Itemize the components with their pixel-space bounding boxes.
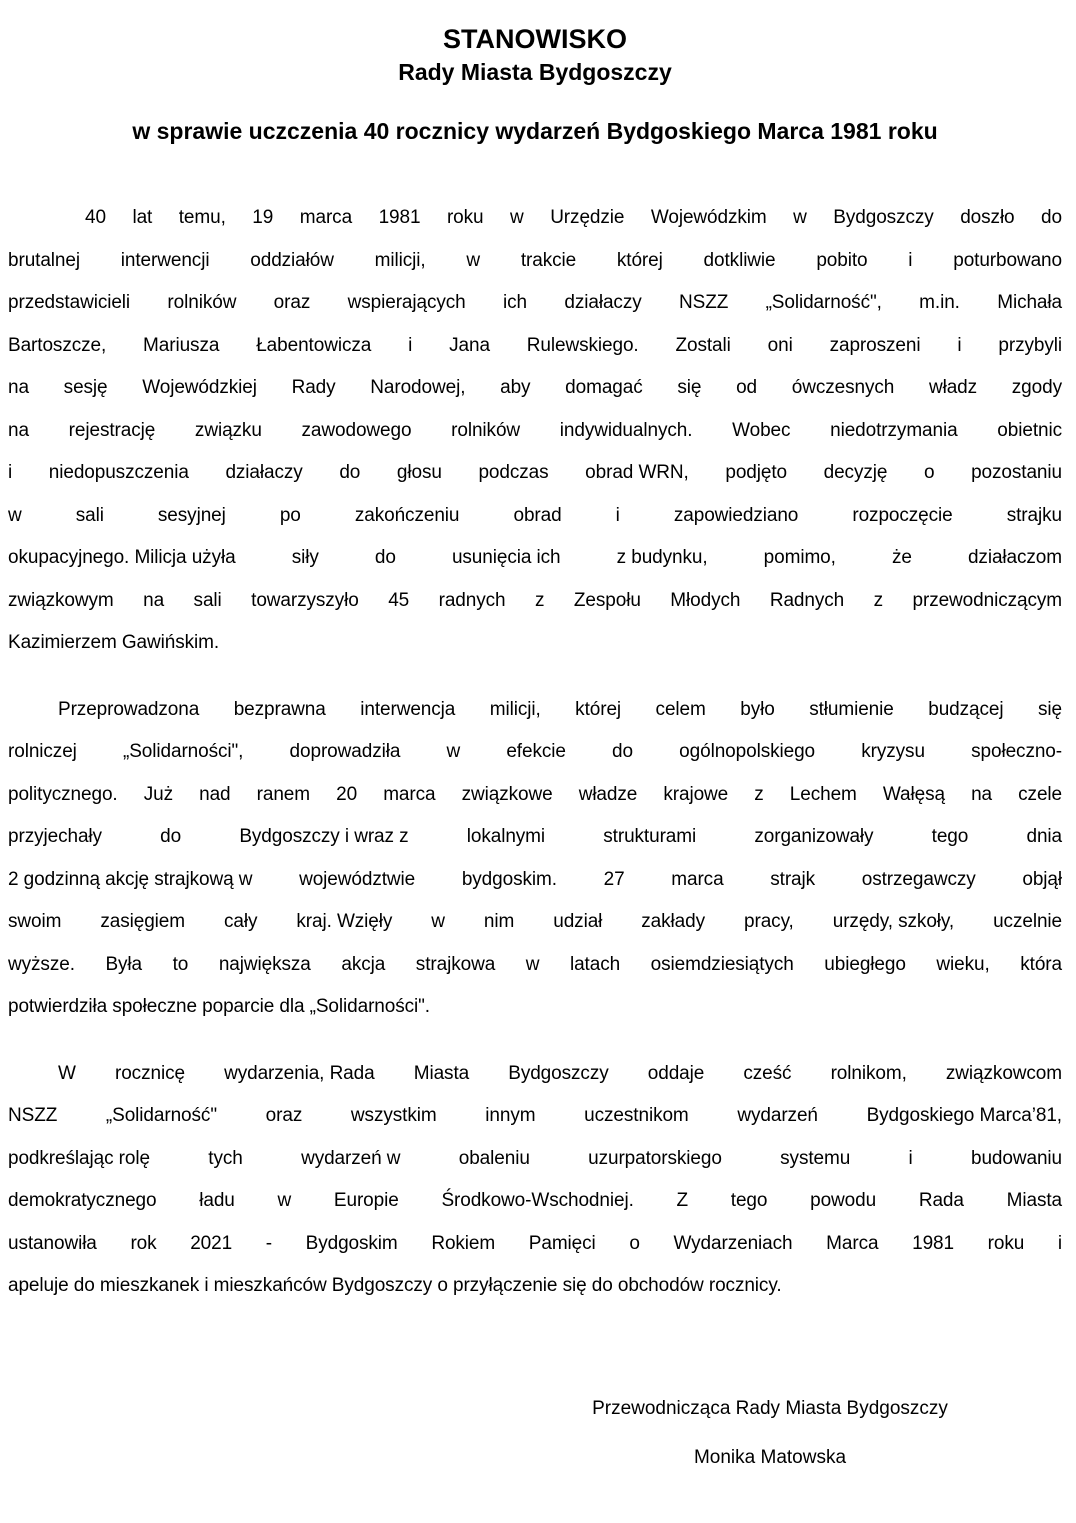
- narrow-space: [332, 901, 337, 944]
- narrow-space: [340, 816, 345, 859]
- narrow-space: [382, 1138, 387, 1181]
- text-line: potwierdziła społeczne poparcie dla „Solidarności".: [8, 996, 430, 1017]
- narrow-space: [324, 1053, 329, 1096]
- narrow-space: [234, 859, 239, 902]
- text-line: Kazimierzem Gawińskim.: [8, 632, 220, 653]
- narrow-space: [633, 452, 638, 495]
- text-line: Bartoszcze, Mariusza Łabentowicza i Jana Rulewskiego. Zostali oni zaproszeni i przybyli: [8, 334, 1062, 356]
- text-line: w sali sesyjnej po zakończeniu obrad i zapowiedziano rozpoczęcie strajku: [8, 504, 1062, 526]
- text-line: okupacyjnego. Milicja użyła siły do usunięcia ich z budynku, pomimo, że działaczom: [8, 537, 1062, 580]
- text-line: przyjechały do Bydgoszczy i wraz z lokalnymi strukturami zorganizowały tego dnia: [8, 816, 1062, 859]
- text-line: rolniczej „Solidarności", doprowadziła w efekcie do ogólnopolskiego kryzysu społeczno-: [8, 741, 1062, 762]
- narrow-space: [149, 859, 154, 902]
- text-line: NSZZ „Solidarność" oraz wszystkim innym uczestnikom wydarzeń Bydgoskiego Marca’81,: [8, 1095, 1062, 1138]
- document-body: [8, 197, 1062, 1308]
- text-line: związkowym na sali towarzyszyło 45 radnych z Zespołu Młodych Radnych z przewodniczącym: [8, 589, 1062, 611]
- narrow-space: [531, 537, 536, 580]
- text-line: 40 lat temu, 19 marca 1981 roku w Urzędzie Wojewódzkim w Bydgoszczy doszło do: [85, 207, 1062, 228]
- text-line: Przeprowadzona bezprawna interwencja milicji, której celem było stłumienie budzącej się: [58, 698, 1062, 720]
- text-line: wyższe. Była to największa akcja strajkowa w latach osiemdziesiątych ubiegłego wieku, która: [8, 953, 1062, 975]
- text-line: brutalnej interwencji oddziałów milicji, w trakcie której dotkliwie pobito i poturbowano: [8, 249, 1062, 271]
- text-line: demokratycznego ładu w Europie Środkowo-Wschodniej. Z tego powodu Rada Miasta: [8, 1190, 1062, 1211]
- narrow-space: [974, 1095, 979, 1138]
- text-line: 2 godzinną akcję strajkową w województwie bydgoskim. 27 marca strajk ostrzegawczy objął: [8, 859, 1062, 902]
- paragraph-2: [8, 689, 1062, 1029]
- narrow-space: [394, 816, 399, 859]
- text-line: przedstawicieli rolników oraz wspierających ich działaczy NSZZ „Solidarność", m.in. Michała: [8, 292, 1062, 313]
- text-line: politycznego. Już nad ranem 20 marca związkowe władze krajowe z Lechem Wałęsą na czele: [8, 783, 1062, 805]
- signature-block: [470, 1384, 1070, 1482]
- narrow-space: [69, 1265, 74, 1308]
- text-line: na sesję Wojewódzkiej Rady Narodowej, aby domagać się od ówczesnych władz zgody: [8, 377, 1062, 398]
- narrow-space: [100, 859, 105, 902]
- signature-name: Monika Matowska: [693, 1446, 847, 1468]
- document-author-line: Rady Miasta Bydgoszczy: [398, 59, 672, 85]
- signature-role: Przewodnicząca Rady Miasta Bydgoszczy: [592, 1397, 948, 1419]
- text-line: ustanowiła rok 2021 - Bydgoskim Rokiem Pamięci o Wydarzeniach Marca 1981 roku i: [8, 1232, 1062, 1254]
- narrow-space: [626, 537, 631, 580]
- text-line: W rocznicę wydarzenia, Rada Miasta Bydgoszczy oddaje cześć rolnikom, związkowcom: [8, 1053, 1062, 1096]
- narrow-space: [349, 816, 354, 859]
- narrow-space: [18, 859, 23, 902]
- text-line: swoim zasięgiem cały kraj. Wzięły w nim udział zakłady pracy, urzędy, szkoły, uczelnie: [8, 901, 1062, 944]
- paragraph-1: [8, 197, 1062, 665]
- narrow-space: [129, 537, 134, 580]
- text-line: na rejestrację związku zawodowego rolników indywidualnych. Wobec niedotrzymania obietnic: [8, 419, 1062, 441]
- narrow-space: [893, 901, 898, 944]
- text-line: i niedopuszczenia działaczy do głosu podczas obrad WRN, podjęto decyzję o pozostaniu: [8, 452, 1062, 495]
- paragraph-3: [8, 1053, 1062, 1308]
- document-title: STANOWISKO: [443, 24, 627, 54]
- text-line: apeluje do mieszkanek i mieszkańców Bydgoszczy o przyłączenie się do obchodów rocznicy.: [8, 1265, 1062, 1308]
- narrow-space: [113, 1138, 118, 1181]
- document-subject: w sprawie uczczenia 40 rocznicy wydarzeń Bydgoskiego Marca 1981 roku: [132, 118, 938, 144]
- narrow-space: [187, 537, 192, 580]
- text-line: podkreślając rolę tych wydarzeń w obaleniu uzurpatorskiego systemu i budowaniu: [8, 1138, 1062, 1181]
